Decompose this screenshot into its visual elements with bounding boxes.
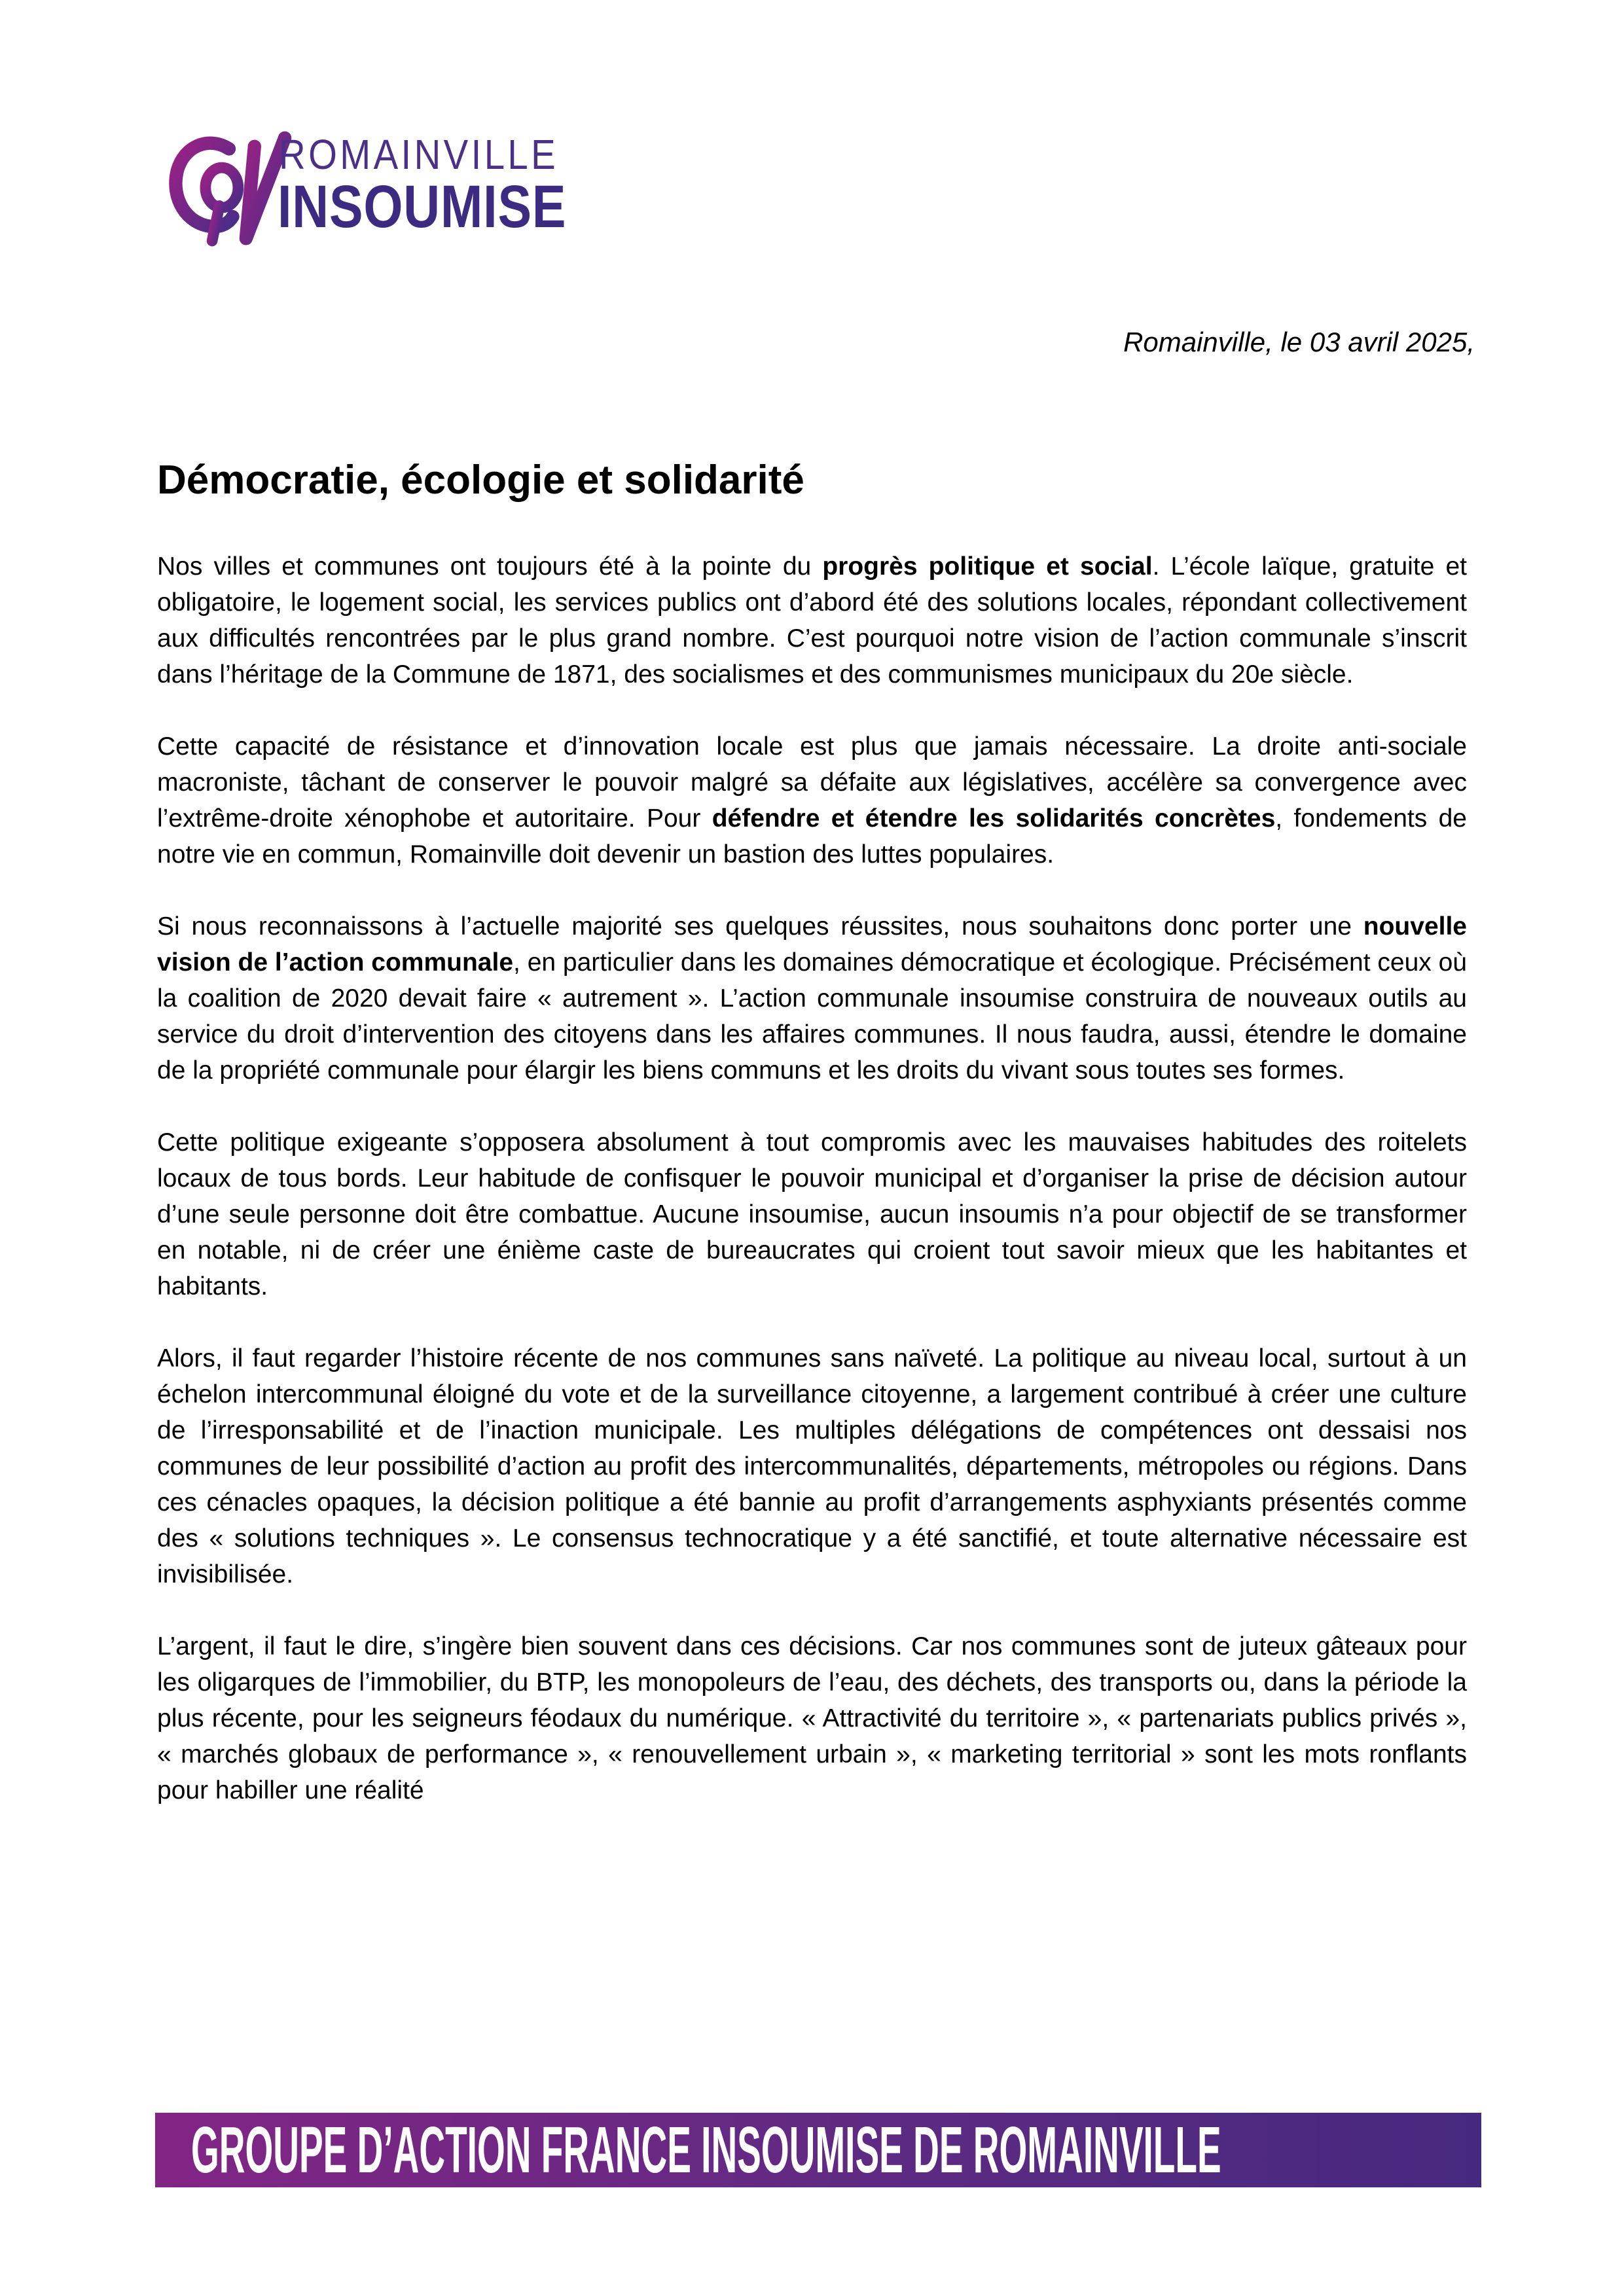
logo (162, 123, 621, 254)
body-paragraphs (157, 548, 1467, 1844)
paragraph (157, 1340, 1467, 1592)
paragraph (157, 1124, 1467, 1304)
paragraph-bold-text: progrès politique et social (822, 552, 1153, 581)
footer-banner (155, 2113, 1481, 2187)
paragraph-text: , en particulier dans les domaines démocratique et écologique. Précisément ceux où la coalition de 2020 devait faire « autrement ». L’action communale insoumise construira de nouveaux outils au service du droit d’intervention des citoyens dans les affaires communes. Il nous faudra, aussi, étendre le domaine de la propriété communale pour élargir les biens communs et les droits du vivant sous toutes ses formes. (157, 948, 1468, 1085)
paragraph (157, 728, 1467, 872)
paragraph-text: L’argent, il faut le dire, s’ingère bien souvent dans ces décisions. Car nos communes sont de juteux gâteaux pour les oligarques de l’immobilier, du BTP, les monopoleurs de l’eau, des déchets, des transports ou, dans la période la plus récente, pour les seigneurs féodaux du numérique. « Attractivité du territoire », « partenariats publics privés », « marchés globaux de performance », « renouvellement urbain », « marketing territorial » sont les mots ronflants pour habiller une réalité (157, 1632, 1467, 1804)
document-title: Démocratie, écologie et solidarité (157, 457, 804, 503)
logo-wordmark-line2: INSOUMISE (278, 173, 567, 240)
paragraph-text: , fondements de notre vie en commun, Romainville doit devenir un bastion des luttes populaires. (157, 804, 1467, 869)
paragraph-text: Nos villes et communes ont toujours été à la pointe du (157, 552, 823, 581)
paragraph-text: Cette capacité de résistance et d’innovation locale est plus que jamais nécessaire. La droite anti-sociale macroniste, tâchant de conserver le pouvoir malgré sa défaite aux législatives, accélère sa convergence avec l’extrême-droite xénophobe et autoritaire. Pour (157, 732, 1467, 833)
paragraph-text: Alors, il faut regarder l’histoire récente de nos communes sans naïveté. La politique au niveau local, surtout à un échelon intercommunal éloigné du vote et de la surveillance citoyenne, a largement contribué à créer une culture de l’irresponsabilité et de l’inaction municipale. Les multiples délégations de compétences ont dessaisi nos communes de leur possibilité d’action au profit des intercommunalités, départements, métropoles ou régions. Dans ces cénacles opaques, la décision politique a été bannie au profit d’arrangements asphyxiants présentés comme des « solutions techniques ». Le consensus technocratique y a été sanctifié, et toute alternative nécessaire est invisibilisée. (157, 1344, 1467, 1588)
paragraph-text: Si nous reconnaissons à l’actuelle majorité ses quelques réussites, nous souhaitons donc porter une (157, 912, 1363, 941)
footer-banner-text: GROUPE D’ACTION FRANCE INSOUMISE DE ROMAINVILLE (191, 2113, 1221, 2187)
paragraph (157, 1628, 1467, 1808)
paragraph (157, 908, 1467, 1088)
date-line: Romainville, le 03 avril 2025, (1123, 327, 1475, 357)
paragraph-text: Cette politique exigeante s’opposera absolument à tout compromis avec les mauvaises habitudes des roitelets locaux de tous bords. Leur habitude de confisquer le pouvoir municipal et d’organiser la prise de décision autour d’une seule personne doit être combattue. Aucune insoumise, aucun insoumis n’a pour objectif de se transformer en notable, ni de créer une énième caste de bureaucrates qui croient tout savoir mieux que les habitantes et habitants. (157, 1128, 1467, 1300)
paragraph-bold-text: défendre et étendre les solidarités concrètes (712, 804, 1276, 833)
paragraph-text: . L’école laïque, gratuite et obligatoire, le logement social, les services publics ont d’abord été des solutions locales, répondant collectivement aux difficultés rencontrées par le plus grand nombre. C’est pourquoi notre vision de l’action communale s’inscrit dans l’héritage de la Commune de 1871, des socialismes et des communismes municipaux du 20e siècle. (157, 552, 1467, 689)
paragraph-bold-text: nouvelle vision de l’action communale (157, 912, 1467, 977)
paragraph (157, 548, 1467, 692)
logo-wordmark-line1: ROMAINVILLE (279, 131, 559, 178)
